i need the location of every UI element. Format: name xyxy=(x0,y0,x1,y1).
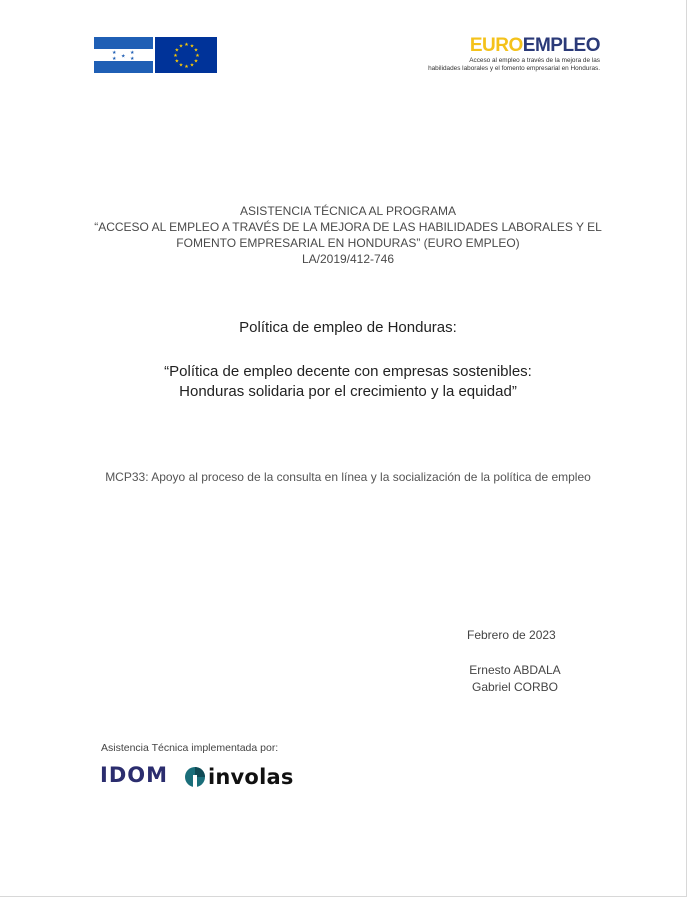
involas-logo xyxy=(184,764,294,790)
header-line-4: LA/2019/412-746 xyxy=(301,252,395,266)
eu-star-icon: ★ xyxy=(184,41,189,48)
header-line-2: “ACCESO AL EMPLEO A TRAVÉS DE LA MEJORA DE LAS HABILIDADES LABORALES Y EL xyxy=(94,220,602,234)
euroempleo-tagline: Acceso al empleo a través de la mejora de las habilidades laborales y el fomento empresarial en Honduras. xyxy=(428,57,600,72)
eu-star-icon: ★ xyxy=(173,52,178,59)
idom-logo: IDOM xyxy=(100,763,168,787)
eu-star-icon: ★ xyxy=(174,47,180,54)
eu-star-icon: ★ xyxy=(195,52,200,59)
implementation-label: Asistencia Técnica implementada por: xyxy=(101,742,279,754)
authors xyxy=(462,662,568,696)
program-header xyxy=(0,203,696,267)
eu-star-icon: ★ xyxy=(193,47,199,54)
eu-flag-icon xyxy=(155,37,217,73)
empleo-logo-text: EMPLEO xyxy=(522,35,600,56)
document-date: Febrero de 2023 xyxy=(467,628,556,642)
eu-star-icon: ★ xyxy=(174,58,180,65)
eu-star-icon: ★ xyxy=(189,62,195,69)
svg-text:★: ★ xyxy=(130,56,135,62)
eu-star-icon: ★ xyxy=(178,62,184,69)
svg-text:★: ★ xyxy=(112,50,117,56)
honduras-flag-icon xyxy=(94,37,153,73)
author-1: Ernesto ABDALA xyxy=(469,663,561,677)
eu-star-icon: ★ xyxy=(178,43,184,50)
mcp-description: MCP33: Apoyo al proceso de la consulta en línea y la socialización de la política de empleo xyxy=(105,470,591,484)
eu-star-icon: ★ xyxy=(193,58,199,65)
involas-logo-text: involas xyxy=(208,765,294,789)
eu-star-icon: ★ xyxy=(189,43,195,50)
svg-text:★: ★ xyxy=(130,50,135,56)
author-2: Gabriel CORBO xyxy=(471,680,559,694)
svg-text:★: ★ xyxy=(121,53,126,60)
euro-logo-text: EURO xyxy=(469,35,523,56)
svg-text:★: ★ xyxy=(112,56,117,62)
euroempleo-logo xyxy=(400,36,600,72)
policy-title: Política de empleo de Honduras: xyxy=(239,319,457,336)
header-line-1: ASISTENCIA TÉCNICA AL PROGRAMA xyxy=(239,204,457,218)
header-line-3: FOMENTO EMPRESARIAL EN HONDURAS” (EURO EMPLEO) xyxy=(176,236,520,250)
involas-mark-icon xyxy=(184,766,206,788)
policy-subtitle: “Política de empleo decente con empresas sostenibles: Honduras solidaria por el crecimiento y la equidad” xyxy=(164,363,532,400)
eu-star-icon: ★ xyxy=(184,63,189,70)
